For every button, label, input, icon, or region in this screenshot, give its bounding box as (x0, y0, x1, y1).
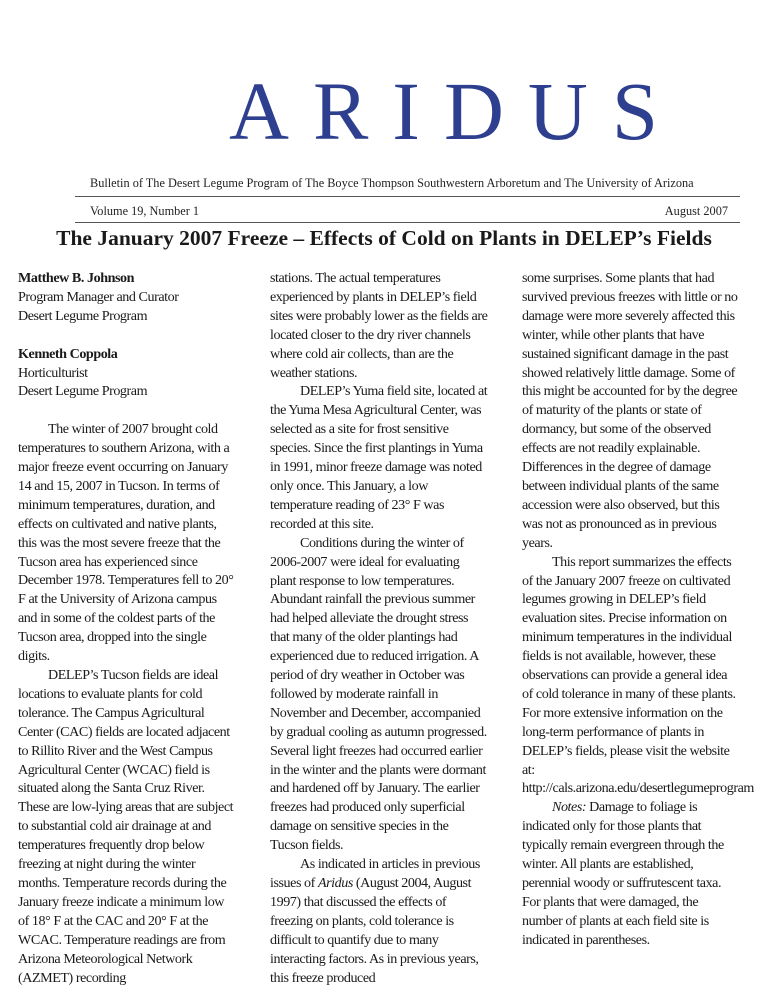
article-paragraph: This report summarizes the effects of the January 2007 freeze on cultivated legumes growing in DELEP’s field evaluation sites. Precise information on minimum temperatures in the individual fields is not available, however, these observations can provide a general idea of cold tolerance in many of these plants. For more extensive information on the long-term performance of plants in DELEP’s fields, please visit the website at: http://cals.arizona.edu/desertlegumeprogram (522, 553, 754, 797)
issue-date: August 2007 (664, 204, 728, 218)
paragraph-text: (August 2004, August 1997) that discussed the effects of freezing on plants, cold tolerance is difficult to quantify due to many interacting factors. As in previous years, this freeze produced (270, 875, 479, 986)
article-paragraph: DELEP’s Tucson fields are ideal locations to evaluate plants for cold tolerance. The Campus Agricultural Center (CAC) fields are located adjacent to Rillito River and the West Campus Agricultural Center (WCAC) field is situated along the Santa Cruz River. These are low-lying areas that are subject to substantial cold air drainage at and temperatures frequently drop below freezing at night during the winter months. Temperature records during the January freeze indicate a minimum low of 18° F at the CAC and 20° F at the WCAC. Temperature readings are from Arizona Meteorological Network (AZMET) recording (18, 667, 234, 986)
publication-title: Aridus (317, 875, 353, 891)
volume-number: Volume 19, Number 1 (90, 204, 200, 218)
article-paragraph-continued: some surprises. Some plants that had survived previous freezes with little or no damage were more severely affected this winter, while other plants that have sustained significant damage in the past showed relatively little damage. Some of this might be accounted for by the degree of maturity of the plants or state of dormancy, but some of the observed effects are not readily explainable. Differences in the degree of damage between individual plants of the same accession were also observed, but this was not as pronounced as in previous years. (522, 270, 738, 551)
author-affiliation: Desert Legume Program (18, 383, 148, 400)
article-paragraph: Conditions during the winter of 2006-2007 were ideal for evaluating plant response to low temperatures. Abundant rainfall the previous summer had helped alleviate the drought stress that many of the older plantings had experienced due to reduced irrigation. A period of dry weather in October was followed by moderate rainfall in November and December, accompanied by gradual cooling as autumn progressed. Several light freezes had occurred earlier in the winter and the plants were dormant and hardened off by January. The earlier freezes had produced only superficial damage on sensitive species in the Tucson fields. (270, 534, 487, 854)
masthead-title: ARIDUS (229, 65, 682, 157)
author-name: Matthew B. Johnson (18, 270, 135, 286)
article-headline: The January 2007 Freeze – Effects of Cold on Plants in DELEP’s Fields (56, 226, 712, 250)
paragraph-text: As indicated in articles in previous issues of (270, 856, 480, 891)
article-column-1 (18, 269, 236, 987)
article-paragraph (270, 855, 488, 987)
article-column-3 (522, 269, 754, 950)
author-name: Kenneth Coppola (18, 345, 118, 362)
author-title: Program Manager and Curator (18, 288, 179, 305)
notes-paragraph (522, 798, 740, 949)
header-divider-bottom (75, 222, 740, 223)
author-block (18, 345, 236, 402)
article-paragraph-continued: stations. The actual temperatures experienced by plants in DELEP’s field sites were probably lower as the fields are located closer to the dry river channels where cold air collects, than are the weather stations. (270, 270, 488, 381)
author-title: Horticulturist (18, 364, 88, 381)
article-column-2 (270, 269, 488, 987)
article-paragraph: DELEP’s Yuma field site, located at the Yuma Mesa Agricultural Center, was selected as a site for frost sensitive species. Since the first plantings in Yuma in 1991, minor freeze damage was noted only once. This January, a low temperature reading of 23° F was recorded at this site. (270, 383, 488, 532)
header-divider-top (75, 196, 740, 197)
notes-text: Damage to foliage is indicated only for those plants that typically remain evergreen through the winter. All plants are established, perennial woody or suffrutescent taxa. For plants that were damaged, the number of plants at each field site is indicated in parentheses. (522, 799, 724, 948)
notes-label: Notes: (552, 799, 587, 816)
article-paragraph: The winter of 2007 brought cold temperatures to southern Arizona, with a major freeze event occurring on January 14 and 15, 2007 in Tucson. In terms of minimum temperatures, duration, and effects on cultivated and native plants, this was the most severe freeze that the Tucson area has experienced since December 1978. Temperatures fell to 20° F at the University of Arizona campus and in some of the coldest parts of the Tucson area, dropped into the single digits. (18, 421, 234, 665)
author-block (18, 269, 236, 326)
bulletin-subtitle: Bulletin of The Desert Legume Program of The Boyce Thompson Southwestern Arboretum and The University of Arizona (90, 176, 694, 190)
author-affiliation: Desert Legume Program (18, 307, 148, 324)
